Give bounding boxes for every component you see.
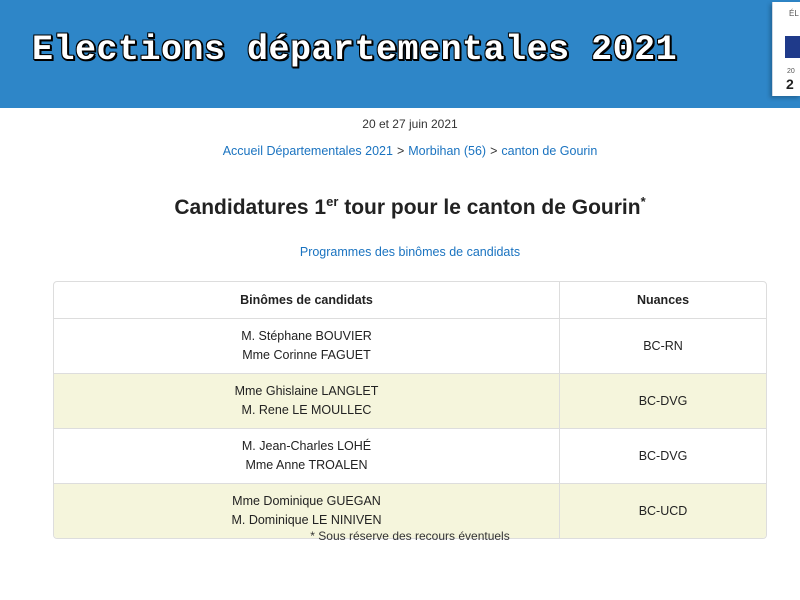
election-date: 20 et 27 juin 2021	[362, 117, 458, 131]
footnote: * Sous réserve des recours éventuels	[310, 529, 510, 543]
breadcrumb	[0, 144, 800, 158]
breadcrumb-department-link[interactable]: Morbihan (56)	[408, 144, 487, 158]
logo-year-small: 20	[787, 68, 795, 75]
table-row	[54, 374, 766, 429]
nuance-cell: BC-DVG	[560, 429, 767, 484]
logo-top-text: ÉL	[789, 9, 799, 18]
candidate-name: Mme Dominique GUEGAN	[232, 494, 381, 508]
nuance-cell: BC-RN	[560, 319, 767, 374]
candidate-name: M. Stéphane BOUVIER	[241, 329, 372, 343]
title-prefix: Candidatures 1	[174, 196, 327, 219]
candidate-name: Mme Ghislaine LANGLET	[234, 384, 379, 398]
banner-title: Elections départementales 2021	[32, 30, 678, 70]
table-row	[54, 429, 766, 484]
binome-cell	[54, 374, 560, 429]
breadcrumb-separator: >	[490, 144, 498, 158]
table-row	[54, 319, 766, 374]
breadcrumb-home-link[interactable]: Accueil Départementales 2021	[222, 144, 393, 158]
breadcrumb-canton-link[interactable]: canton de Gourin	[501, 144, 598, 158]
nuance-cell: BC-DVG	[560, 374, 767, 429]
title-ordinal: er	[326, 194, 339, 209]
breadcrumb-separator: >	[396, 144, 405, 158]
candidate-name: Mme Corinne FAGUET	[242, 348, 371, 362]
title-suffix: tour pour le canton de Gourin	[338, 196, 641, 219]
programmes-link[interactable]: Programmes des binômes de candidats	[299, 245, 521, 259]
title-footnote-mark: *	[640, 194, 646, 209]
header-nuances: Nuances	[560, 282, 767, 319]
binome-cell	[54, 429, 560, 484]
binome-cell	[54, 319, 560, 374]
elections-logo	[772, 2, 800, 96]
candidate-name: M. Rene LE MOULLEC	[241, 403, 372, 417]
header-binomes: Binômes de candidats	[54, 282, 560, 319]
page-title	[0, 194, 800, 220]
candidate-name: M. Jean-Charles LOHÉ	[241, 439, 372, 453]
header-banner	[0, 0, 800, 108]
logo-year: 2	[786, 76, 794, 92]
flag-icon	[785, 36, 800, 58]
nuance-cell: BC-UCD	[560, 484, 767, 539]
candidate-name: Mme Anne TROALEN	[245, 458, 368, 472]
candidate-name: M. Dominique LE NINIVEN	[231, 513, 382, 527]
candidates-table	[53, 281, 767, 539]
